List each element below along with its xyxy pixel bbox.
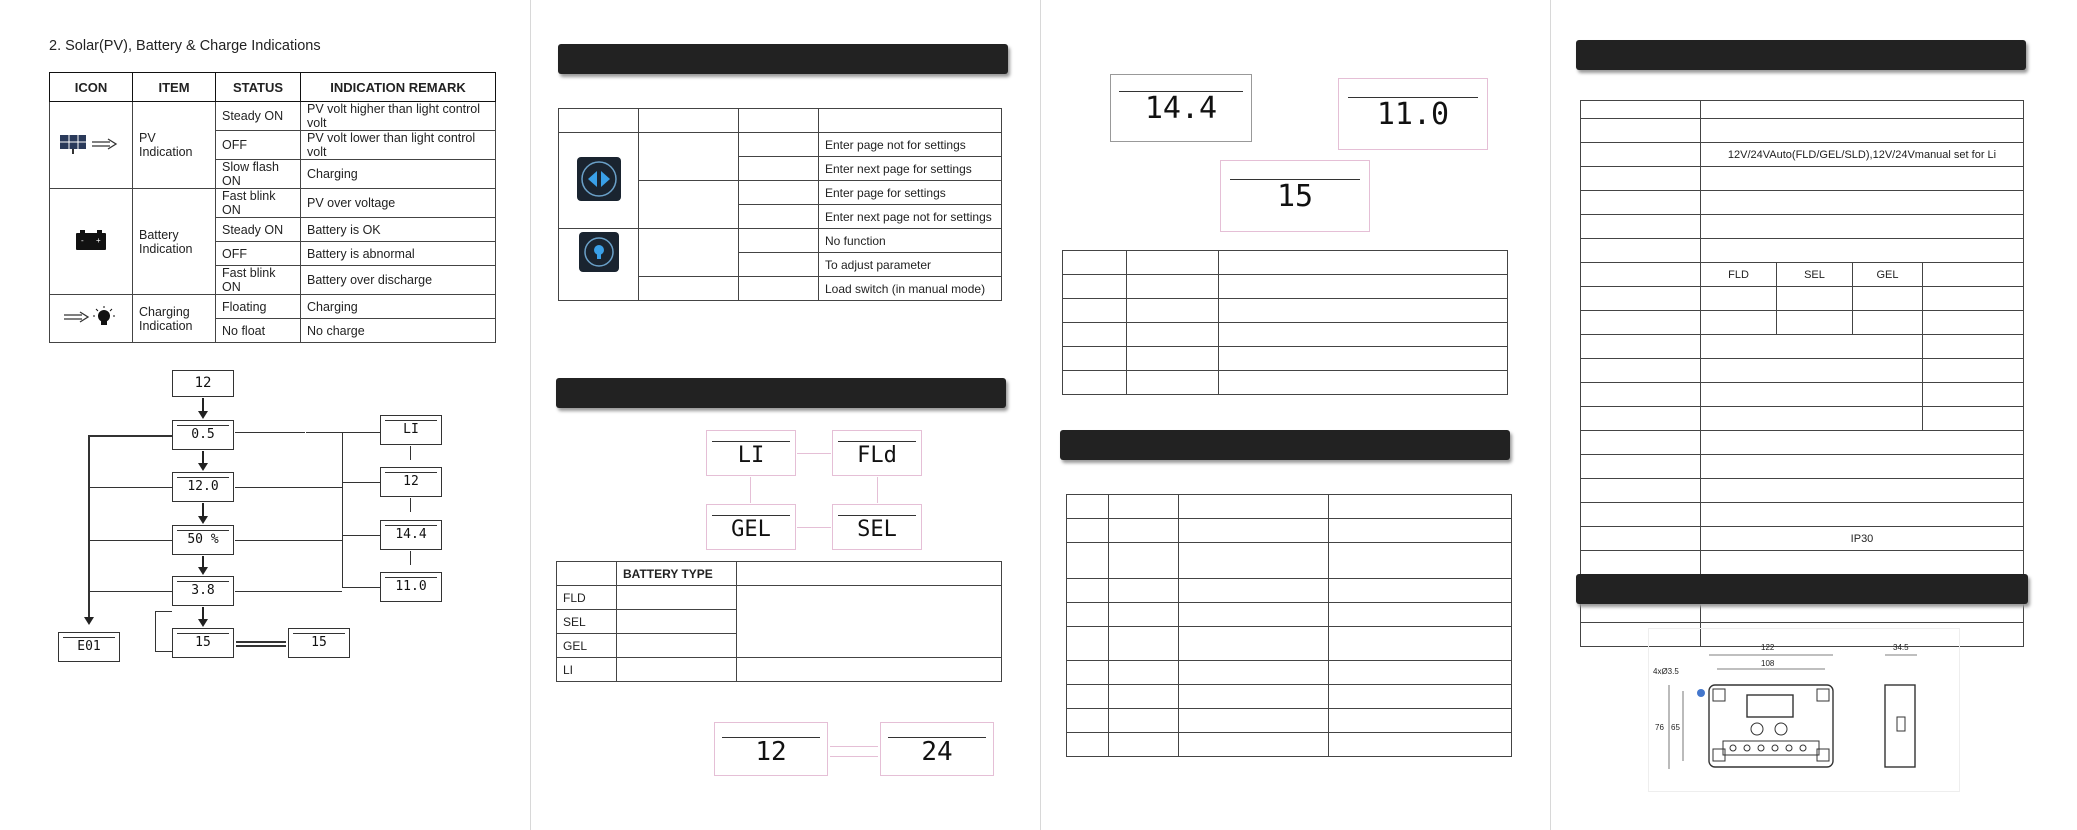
- key-remark: To adjust parameter: [819, 253, 1002, 277]
- status-cell: OFF: [216, 242, 301, 266]
- lcd-digits: FLd: [857, 443, 897, 468]
- dim-hole: 4xØ3.5: [1653, 667, 1679, 676]
- battery-item: Battery Indication: [133, 189, 216, 295]
- flow-lcd-error: [58, 632, 120, 662]
- remark-cell: PV over voltage: [301, 189, 496, 218]
- blank-table-b: [1066, 494, 1512, 757]
- header-item: ITEM: [133, 73, 216, 102]
- lcd-digits: 12.0: [187, 479, 219, 494]
- status-cell: Steady ON: [216, 218, 301, 242]
- blank-table-a: [1062, 250, 1508, 395]
- section-title: 2. Solar(PV), Battery & Charge Indications: [49, 38, 321, 54]
- battery-type-cell: FLD: [557, 586, 617, 610]
- remark-cell: Battery is abnormal: [301, 242, 496, 266]
- lcd-digits: 11.0: [395, 579, 427, 594]
- lcd-digits: 15: [195, 635, 211, 650]
- battery-type-cell: SEL: [557, 610, 617, 634]
- remark-cell: PV volt lower than light control volt: [301, 131, 496, 160]
- lcd-digits: LI: [737, 443, 765, 468]
- section-header-bar: [1576, 574, 2028, 604]
- flow-lcd: [172, 370, 234, 397]
- remark-cell: Charging: [301, 160, 496, 189]
- dimension-drawing: [1648, 628, 1960, 792]
- section-header-bar: [1576, 40, 2026, 70]
- remark-cell: Battery is OK: [301, 218, 496, 242]
- battery-icon-cell: [50, 189, 133, 295]
- bulb-key-cell: [559, 229, 639, 301]
- section-header-bar: [558, 44, 1008, 74]
- section-header-bar: [1060, 430, 1510, 460]
- status-cell: OFF: [216, 131, 301, 160]
- battery-mode-lcd: [832, 430, 922, 476]
- flow-lcd: [172, 472, 234, 502]
- battery-type-cell: GEL: [557, 634, 617, 658]
- dim-width-108: 108: [1761, 659, 1775, 668]
- battery-type-table: [556, 561, 1002, 682]
- charging-bulb-icon: [58, 305, 124, 329]
- display-lcd: [1338, 78, 1488, 150]
- arrow-keys-icon: [577, 157, 621, 201]
- bulb-key-icon: [579, 232, 619, 272]
- remark-cell: No charge: [301, 319, 496, 343]
- spec-battery-type: FLD: [1701, 263, 1777, 287]
- display-lcd: [1220, 160, 1370, 232]
- arrow-key-cell: [559, 133, 639, 229]
- pv-item: PV Indication: [133, 102, 216, 189]
- spec-voltage: 12V/24VAuto(FLD/GEL/SLD),12V/24Vmanual set for Li: [1701, 143, 2024, 167]
- header-icon: ICON: [50, 73, 133, 102]
- remark-cell: PV volt higher than light control volt: [301, 102, 496, 131]
- flow-lcd: [172, 420, 234, 450]
- key-remark: Load switch (in manual mode): [819, 277, 1002, 301]
- battery-type-cell: LI: [557, 658, 617, 682]
- lcd-digits: 14.4: [1144, 91, 1218, 126]
- header-status: STATUS: [216, 73, 301, 102]
- lcd-digits: GEL: [731, 517, 771, 542]
- battery-mode-lcd: [706, 504, 796, 550]
- voltage-lcd: [714, 722, 828, 776]
- key-remark: No function: [819, 229, 1002, 253]
- lcd-digits: 50 %: [187, 532, 219, 547]
- spec-battery-type: SEL: [1777, 263, 1853, 287]
- flow-lcd: [380, 467, 442, 497]
- dim-depth: 34.5: [1893, 643, 1909, 652]
- remark-cell: Battery over discharge: [301, 266, 496, 295]
- header-remark: INDICATION REMARK: [301, 73, 496, 102]
- remark-cell: Charging: [301, 295, 496, 319]
- flow-lcd: [380, 415, 442, 445]
- flow-lcd: [380, 520, 442, 550]
- key-remark: Enter next page for settings: [819, 157, 1002, 181]
- page-divider: [1040, 0, 1041, 830]
- flow-lcd: [172, 576, 234, 606]
- dim-width-122: 122: [1761, 643, 1775, 652]
- page-divider: [1550, 0, 1551, 830]
- svg-text:-: -: [81, 236, 84, 245]
- status-cell: Floating: [216, 295, 301, 319]
- spec-battery-type: GEL: [1853, 263, 1923, 287]
- status-cell: No float: [216, 319, 301, 343]
- solar-panel-icon: [58, 132, 124, 156]
- voltage-lcd: [880, 722, 994, 776]
- section-header-bar: [556, 378, 1006, 408]
- lcd-digits: LI: [403, 422, 419, 437]
- dim-height-76: 76: [1655, 723, 1664, 732]
- lcd-digits: 15: [311, 635, 327, 650]
- lcd-digits: 12: [194, 375, 212, 391]
- key-remark: Enter next page not for settings: [819, 205, 1002, 229]
- charging-icon-cell: [50, 295, 133, 343]
- lcd-digits: 11.0: [1376, 97, 1450, 132]
- battery-mode-lcd: [832, 504, 922, 550]
- lcd-digits: 24: [921, 737, 953, 767]
- lcd-digits: 14.4: [395, 527, 427, 542]
- charging-item: Charging Indication: [133, 295, 216, 343]
- lcd-digits: SEL: [857, 517, 897, 542]
- battery-icon: [74, 228, 108, 252]
- status-cell: Slow flash ON: [216, 160, 301, 189]
- display-lcd: [1110, 74, 1252, 142]
- key-remark: Enter page not for settings: [819, 133, 1002, 157]
- controller-outline-drawing: [1649, 629, 1959, 791]
- spec-table: [1580, 100, 2024, 647]
- pv-icon-cell: [50, 102, 133, 189]
- battery-mode-lcd: [706, 430, 796, 476]
- status-cell: Steady ON: [216, 102, 301, 131]
- indication-table: [49, 72, 496, 343]
- flow-lcd: [172, 628, 234, 658]
- lcd-digits: 0.5: [191, 427, 215, 442]
- flow-lcd: [380, 572, 442, 602]
- lcd-digits: 12: [755, 737, 787, 767]
- lcd-digits: 12: [403, 474, 419, 489]
- lcd-digits: E01: [77, 639, 101, 654]
- page-divider: [530, 0, 531, 830]
- status-cell: Fast blink ON: [216, 189, 301, 218]
- dim-height-65: 65: [1671, 723, 1680, 732]
- svg-text:+: +: [96, 236, 101, 245]
- key-function-table: [558, 108, 1002, 301]
- battery-type-header: BATTERY TYPE: [617, 562, 737, 586]
- flow-lcd: [172, 525, 234, 555]
- status-cell: Fast blink ON: [216, 266, 301, 295]
- lcd-digits: 15: [1276, 179, 1314, 214]
- flow-lcd: [288, 628, 350, 658]
- spec-ip: IP30: [1701, 527, 2024, 551]
- key-remark: Enter page for settings: [819, 181, 1002, 205]
- lcd-digits: 3.8: [191, 583, 215, 598]
